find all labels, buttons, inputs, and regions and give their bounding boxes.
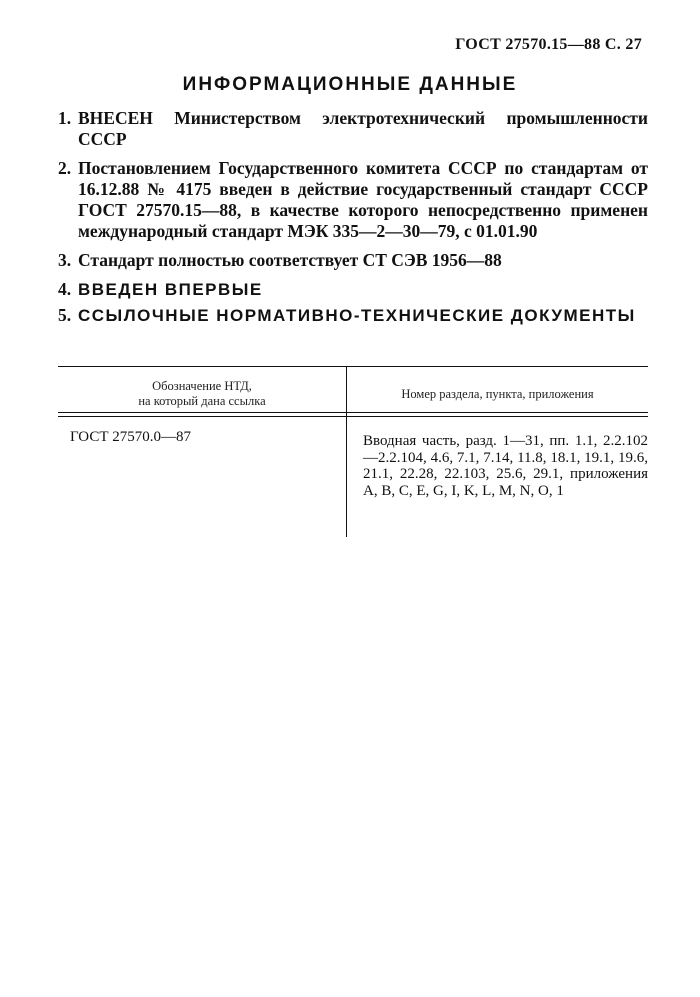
table-header-sections: Номер раздела, пункта, приложения — [401, 387, 594, 401]
item-text: ССЫЛОЧНЫЕ НОРМАТИВНО-ТЕХНИЧЕСКИЕ ДОКУМЕНТЫ — [78, 306, 636, 325]
item-text: Стандарт полностью соответствует СТ СЭВ 1956—88 — [78, 250, 502, 270]
item-text: ВНЕСЕН Министерством электротехнический промышленности СССР — [78, 108, 648, 149]
item-text: ВВЕДЕН ВПЕРВЫЕ — [78, 280, 263, 299]
item-text: Постановлением Государственного комитета СССР по стандартам от 16.12.88 № 4175 введен в действие государственный стандарт СССР ГОСТ 27570.15—88, в качестве которого непосредственно применен международный стандарт МЭК 335—2—30—79, с 01.01.90 — [78, 158, 648, 241]
list-item — [58, 108, 648, 150]
info-items-list — [58, 108, 648, 334]
list-item — [58, 279, 648, 300]
list-item — [58, 158, 648, 242]
list-item — [58, 305, 648, 326]
item-number: 3. — [58, 250, 72, 270]
table-cell-designation: ГОСТ 27570.0—87 — [70, 429, 191, 445]
item-number: 1. — [58, 108, 72, 128]
item-number: 4. — [58, 279, 72, 299]
table-header-rule — [58, 416, 648, 417]
list-item — [58, 250, 648, 271]
section-title: ИНФОРМАЦИОННЫЕ ДАННЫЕ — [182, 74, 518, 95]
table-header-line: на который дана ссылка — [138, 394, 266, 408]
table-header-designation — [58, 379, 346, 409]
reference-table — [58, 366, 648, 537]
table-header-line: Обозначение НТД, — [152, 379, 252, 393]
item-number: 5. — [58, 305, 72, 325]
item-number: 2. — [58, 158, 72, 178]
table-cell-sections: Вводная часть, разд. 1—31, пп. 1.1, 2.2.102—2.2.104, 4.6, 7.1, 7.14, 11.8, 18.1, 19.1, 19.6, 21.1, 22.28, 22.103, 25.6, 29.1, приложения A, B, C, E, G, I, K, L, M, N, O, 1 — [363, 433, 648, 499]
table-header-rule — [58, 412, 648, 413]
page-header: ГОСТ 27570.15—88 С. 27 — [455, 36, 642, 53]
